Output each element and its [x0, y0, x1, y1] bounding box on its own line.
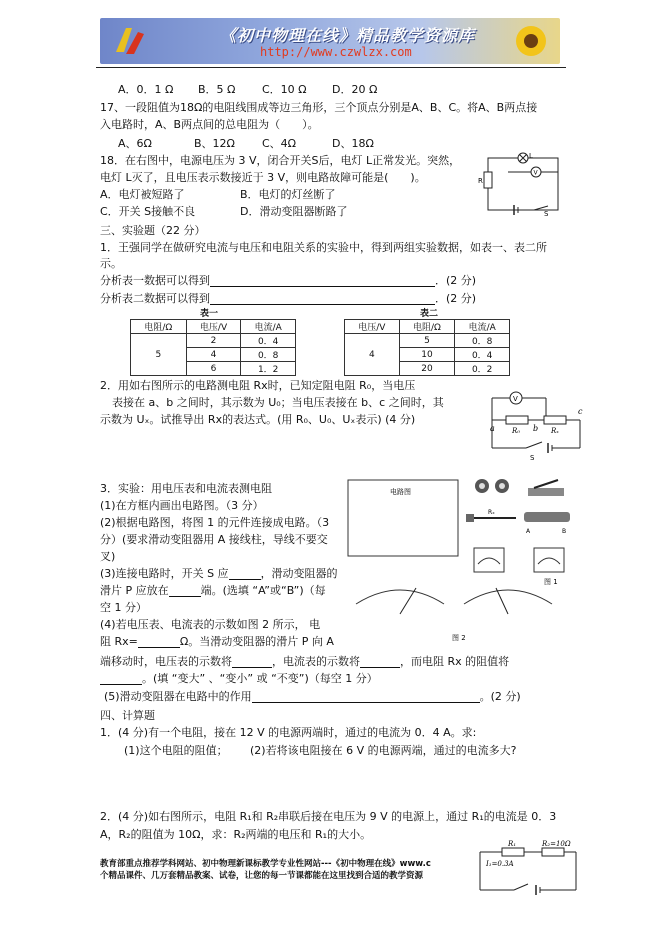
e3-line11: 端移动时，电压表的示数将 ，电流表的示数将 ，而电阻 Rx 的阻值将 — [100, 655, 510, 668]
e2-fig-label-b: b — [533, 424, 539, 433]
e2-line3: 示数为 Uₓ。试推导出 Rx的表达式。(用 R₀、U₀、Uₓ表示) (4 分) — [100, 413, 416, 426]
q18-circuit-diagram — [478, 150, 570, 218]
e2-circuit-diagram — [486, 386, 586, 462]
e2-fig-label-rx: Rₓ — [551, 427, 559, 435]
q18-option-c: C．开关 S接触不良 — [100, 205, 196, 218]
e1-answer1: 分析表一数据可以得到 ．(2 分) — [100, 274, 477, 287]
e3-line6: (3)连接电路时，开关 S 应 ，滑动变阻器的 — [100, 567, 338, 580]
c2-fig-label-r2: R₂=10Ω — [542, 840, 571, 848]
e2-fig-label-r0: R₀ — [512, 427, 521, 435]
e1-line2: 示。 — [100, 257, 122, 270]
q16-option-c: C．10 Ω — [262, 83, 307, 96]
e3-line12: 。(填 “变大” 、“变小” 或 “不变”)（每空 1 分） — [100, 672, 378, 685]
c2-fig-label-r1: R₁ — [508, 840, 517, 848]
q16-option-a: A．0．1 Ω — [118, 83, 174, 96]
e3-line9: (4)若电压表、电流表的示数如图 2 所示， 电 — [100, 618, 321, 631]
e2-line1: 2．用如右图所示的电路测电阻 Rx时，已知定阻电阻 R₀，当电压 — [100, 379, 416, 392]
e2-fig-label-v: V — [513, 395, 518, 403]
e3-fig2-label: 图 2 — [452, 634, 466, 642]
q17-line1: 17、一段阻值为18Ω的电阻线围成等边三角形，三个顶点分别是A、B、C。将A、B两点接 — [100, 101, 538, 114]
e2-line2: 表接在 a、b 之间时，其示数为 U₀；当电压表接在 b、c 之间时，其 — [112, 396, 444, 409]
e2-fig-label-a: a — [490, 424, 495, 433]
site-logo-icon — [110, 24, 150, 58]
section3-title: 三、实验题（22 分） — [100, 224, 206, 237]
q18-option-d: D．滑动变阻器断路了 — [240, 205, 348, 218]
c2-line2: A，R₂的阻值为 10Ω，求：R₂两端的电压和 R₁的大小。 — [100, 828, 372, 841]
q18-option-a: A．电灯被短路了 — [100, 188, 185, 201]
q17-option-d: D、18Ω — [332, 137, 374, 150]
svg-text:B: B — [562, 528, 567, 535]
q17-line2: 入电路时，A、B两点间的总电阻为（ ）。 — [100, 118, 319, 131]
banner-title: 《初中物理在线》精品教学资源库 — [220, 26, 476, 45]
svg-text:Rₓ: Rₓ — [488, 509, 495, 516]
e3-line8: 空 1 分） — [100, 601, 147, 614]
header-rule — [96, 67, 566, 68]
e3-line5: 叉) — [100, 550, 116, 563]
q17-option-a: A、6Ω — [118, 137, 152, 150]
e1-answer2: 分析表二数据可以得到 ．(2 分) — [100, 292, 477, 305]
q17-option-c: C、4Ω — [262, 137, 297, 150]
e3-line4: 分）(要求滑动变阻器用 A 接线柱，导线不要交 — [100, 533, 328, 546]
q18-line1: 18．在右图中，电源电压为 3 V，闭合开关S后，电灯 L正常发光。突然， — [100, 154, 461, 167]
e3-line2: (1)在方框内画出电路图。（3 分） — [100, 499, 264, 512]
e3-blank-role[interactable] — [252, 691, 480, 703]
e3-line1: 3．实验：用电压表和电流表测电阻 — [100, 482, 272, 495]
sunflower-icon — [508, 22, 554, 60]
section4-title: 四、计算题 — [100, 709, 155, 722]
e3-figures — [348, 478, 573, 648]
e3-blank-resistance[interactable] — [100, 673, 142, 685]
header-banner — [100, 18, 560, 64]
e2-fig-label-s: S — [530, 454, 535, 462]
c2-fig-label-i1: I₁=0.3A — [486, 860, 514, 868]
e1-answer1-blank[interactable] — [210, 275, 435, 287]
table2-caption: 表二 — [420, 309, 439, 319]
e3-blank-switch[interactable] — [229, 568, 261, 580]
e3-fig1-label: 图 1 — [544, 578, 558, 586]
e3-line10: 阻 Rx= Ω。当滑动变阻器的滑片 P 向 A — [100, 635, 334, 648]
table1: 电阻/Ω 电压/V 电流/A 5 2 0．4 4 0．8 6 1．2 — [130, 319, 296, 376]
e3-blank-voltmeter[interactable] — [232, 656, 272, 668]
footer-line2: 个精品课件、几万套精品教案、试卷，让您的每一节课都能在这里找到合适的教学资源 — [100, 871, 424, 881]
e3-blank-ammeter[interactable] — [360, 656, 400, 668]
e3-line3: (2)根据电路图，将图 1 的元件连接成电路。（3 — [100, 516, 330, 529]
e3-blank-rx[interactable] — [138, 636, 180, 648]
q18-fig-label-l: L — [529, 152, 533, 160]
banner-url: http://www.czwlzx.com — [260, 45, 412, 59]
e2-fig-label-c: c — [578, 407, 583, 416]
q18-option-b: B．电灯的灯丝断了 — [240, 188, 336, 201]
q18-fig-label-s: S — [544, 210, 549, 218]
q16-option-b: B．5 Ω — [198, 83, 236, 96]
c2-line1: 2．(4 分)如右图所示，电阻 R₁和 R₂串联后接在电压为 9 V 的电源上，通过 R₁的电流是 0．3 — [100, 810, 557, 823]
q17-option-b: B、12Ω — [194, 137, 235, 150]
q16-option-d: D．20 Ω — [332, 83, 378, 96]
page-footer — [100, 858, 431, 882]
e3-line13: (5)滑动变阻器在电路中的作用 。(2 分) — [104, 690, 521, 703]
c1-part1: (1)这个电阻的阻值； — [124, 744, 228, 757]
e3-blank-slider[interactable] — [169, 585, 201, 597]
footer-line1: 教育部重点推荐学科网站、初中物理新课标教学专业性网站---《初中物理在线》www.c — [100, 859, 431, 869]
c1-line1: 1．(4 分)有一个电阻，接在 12 V 的电源两端时，通过的电流为 0．4 A。求: — [100, 726, 477, 739]
e1-line1: 1．王强同学在做研究电流与电压和电阻关系的实验中，得到两组实验数据，如表一、表二所 — [100, 241, 547, 254]
table2: 电压/V 电阻/Ω 电流/A 4 5 0．8 10 0．4 20 0．2 — [344, 319, 510, 376]
table1-caption: 表一 — [200, 309, 219, 319]
e3-box-label: 电路图 — [390, 488, 411, 496]
svg-text:A: A — [526, 528, 531, 535]
c1-part2: (2)若将该电阻接在 6 V 的电源两端，通过的电流多大? — [250, 744, 517, 757]
e3-line7: 滑片 P 应放在 端。(选填 “A”或“B”)（每 — [100, 584, 326, 597]
e1-answer2-blank[interactable] — [210, 293, 435, 305]
q18-line2: 电灯 L灭了，且电压表示数接近于 3 V，则电路故障可能是( )。 — [100, 171, 426, 184]
q18-fig-label-r: R — [478, 177, 483, 185]
c2-circuit-diagram — [480, 840, 580, 898]
q18-fig-label-v: V — [533, 169, 538, 177]
